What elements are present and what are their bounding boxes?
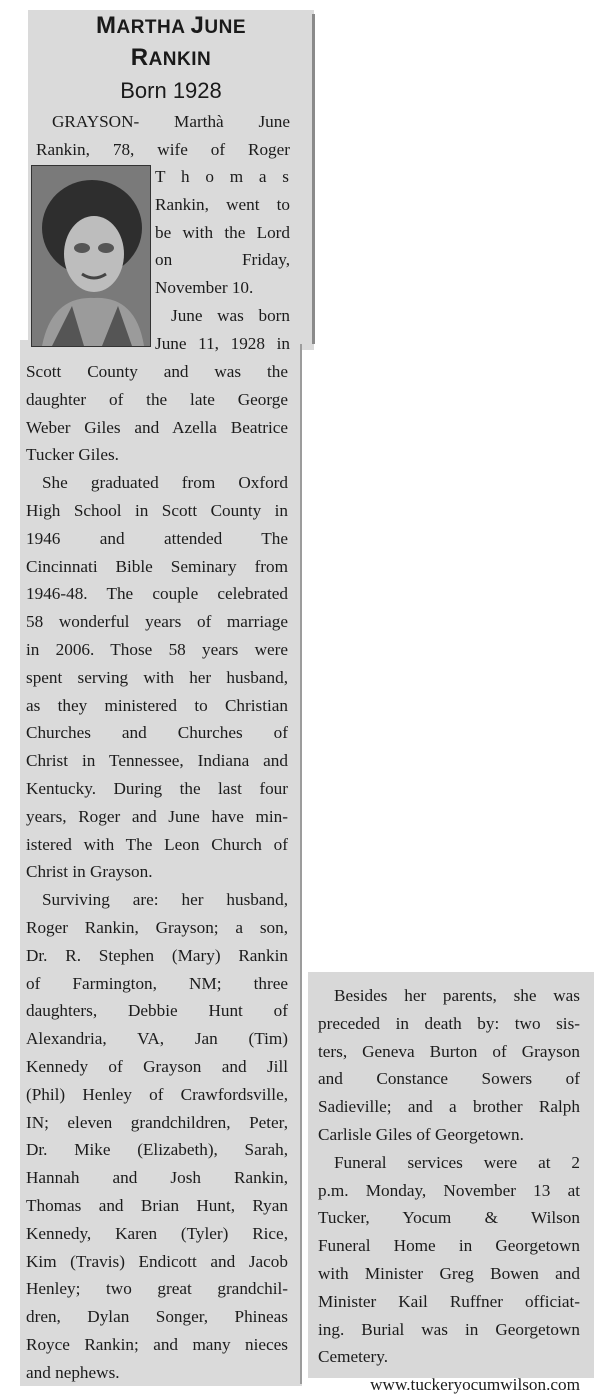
text-line: Funeral Home in Georgetown [318, 1236, 580, 1256]
text-line: Scott County and was the [26, 362, 288, 381]
text-line: 1946-48. The couple celebrated [26, 584, 288, 604]
text-line: 58 wonderful years of marriage [26, 612, 288, 632]
obituary-body [26, 358, 288, 1386]
text-line: Weber Giles and Azella Beatrice [26, 417, 288, 437]
text-line: Minister Kail Ruffner officiat- [318, 1291, 580, 1311]
text-line: Rankin, went to [155, 194, 290, 214]
text-line: of Farmington, NM; three [26, 973, 288, 993]
text-line: Kennedy of Grayson and Jill [26, 1056, 288, 1076]
text-line: and nephews. [26, 1362, 120, 1382]
text-line: Henley; two great grandchil- [26, 1279, 288, 1299]
obituary-name-line2: RANKIN [130, 44, 212, 71]
text-line: November 10. [155, 278, 254, 298]
text-line: Surviving are: her husband, [42, 890, 288, 910]
obituary-born-line: Born 1928 [120, 78, 222, 103]
text-line: Hannah and Josh Rankin, [26, 1168, 288, 1188]
text-line: as they ministered to Christian [26, 695, 288, 715]
text-line: Thomas and Brian Hunt, Ryan [26, 1195, 288, 1215]
text-line: Dr. Mike (Elizabeth), Sarah, [26, 1140, 288, 1160]
portrait-photo [31, 165, 151, 347]
text-line: Sadieville; and a brother Ralph [318, 1097, 580, 1117]
text-line: ters, Geneva Burton of Grayson [318, 1041, 580, 1061]
text-line: years, Roger and June have min- [26, 806, 288, 826]
obituary-intro [36, 108, 290, 164]
text-line: spent serving with her husband, [26, 667, 288, 687]
text-line: with Minister Greg Bowen and [318, 1263, 580, 1283]
text-line: Dr. R. Stephen (Mary) Rankin [26, 945, 288, 965]
text-line: in 2006. Those 58 years were [26, 639, 288, 659]
text-line: preceded in death by: two sis- [318, 1013, 580, 1033]
text-line: and Constance Sowers of [318, 1069, 580, 1089]
text-line: p.m. Monday, November 13 at [318, 1180, 580, 1200]
text-line: istered with The Leon Church of [26, 834, 288, 854]
obituary-beside-photo [155, 163, 290, 358]
text-line: High School in Scott County in [26, 500, 288, 520]
text-line: June 11, 1928 in [155, 333, 290, 353]
text-line: Kentucky. During the last four [26, 778, 288, 798]
text-line: Royce Rankin; and many nieces [26, 1334, 288, 1354]
text-line: Kim (Travis) Endicott and Jacob [26, 1251, 288, 1271]
text-line: be with the Lord [155, 222, 290, 242]
text-line: dren, Dylan Songer, Phineas [26, 1307, 288, 1327]
text-line: June was born [171, 305, 290, 325]
clipping-edge-shadow-lower [300, 344, 302, 1384]
obituary-continued [318, 982, 580, 1399]
text-line: GRAYSON- Marthà June [52, 112, 290, 131]
text-line: Tucker, Yocum & Wilson [318, 1208, 580, 1228]
text-line: Tucker Giles. [26, 445, 119, 465]
text-line: Churches and Churches of [26, 723, 288, 743]
text-line: T h o m a s [155, 167, 290, 186]
text-line: Cincinnati Bible Seminary from [26, 556, 288, 576]
text-line: (Phil) Henley of Crawfordsville, [26, 1084, 288, 1104]
obituary-name-line1: MARTHA JUNE [95, 12, 247, 39]
text-line: Roger Rankin, Grayson; a son, [26, 917, 288, 937]
funeral-home-url: www.tuckeryocumwilson.com [370, 1375, 580, 1395]
text-line: Kennedy, Karen (Tyler) Rice, [26, 1223, 288, 1243]
text-line: Christ in Grayson. [26, 862, 153, 882]
text-line: Funeral services were at 2 [334, 1152, 580, 1172]
text-line: IN; eleven grandchildren, Peter, [26, 1112, 288, 1132]
text-line: Carlisle Giles of Georgetown. [318, 1124, 524, 1144]
text-line: daughter of the late George [26, 389, 288, 409]
text-line: on Friday, [155, 250, 290, 270]
text-line: Alexandria, VA, Jan (Tim) [26, 1029, 288, 1049]
text-line: Besides her parents, she was [334, 986, 580, 1005]
text-line: Rankin, 78, wife of Roger [36, 139, 290, 159]
text-line: 1946 and attended The [26, 528, 288, 548]
text-line: Cemetery. [318, 1347, 388, 1367]
text-line: ing. Burial was in Georgetown [318, 1319, 580, 1339]
text-line: daughters, Debbie Hunt of [26, 1001, 288, 1021]
text-line: Christ in Tennessee, Indiana and [26, 751, 288, 771]
text-line: She graduated from Oxford [42, 473, 288, 493]
